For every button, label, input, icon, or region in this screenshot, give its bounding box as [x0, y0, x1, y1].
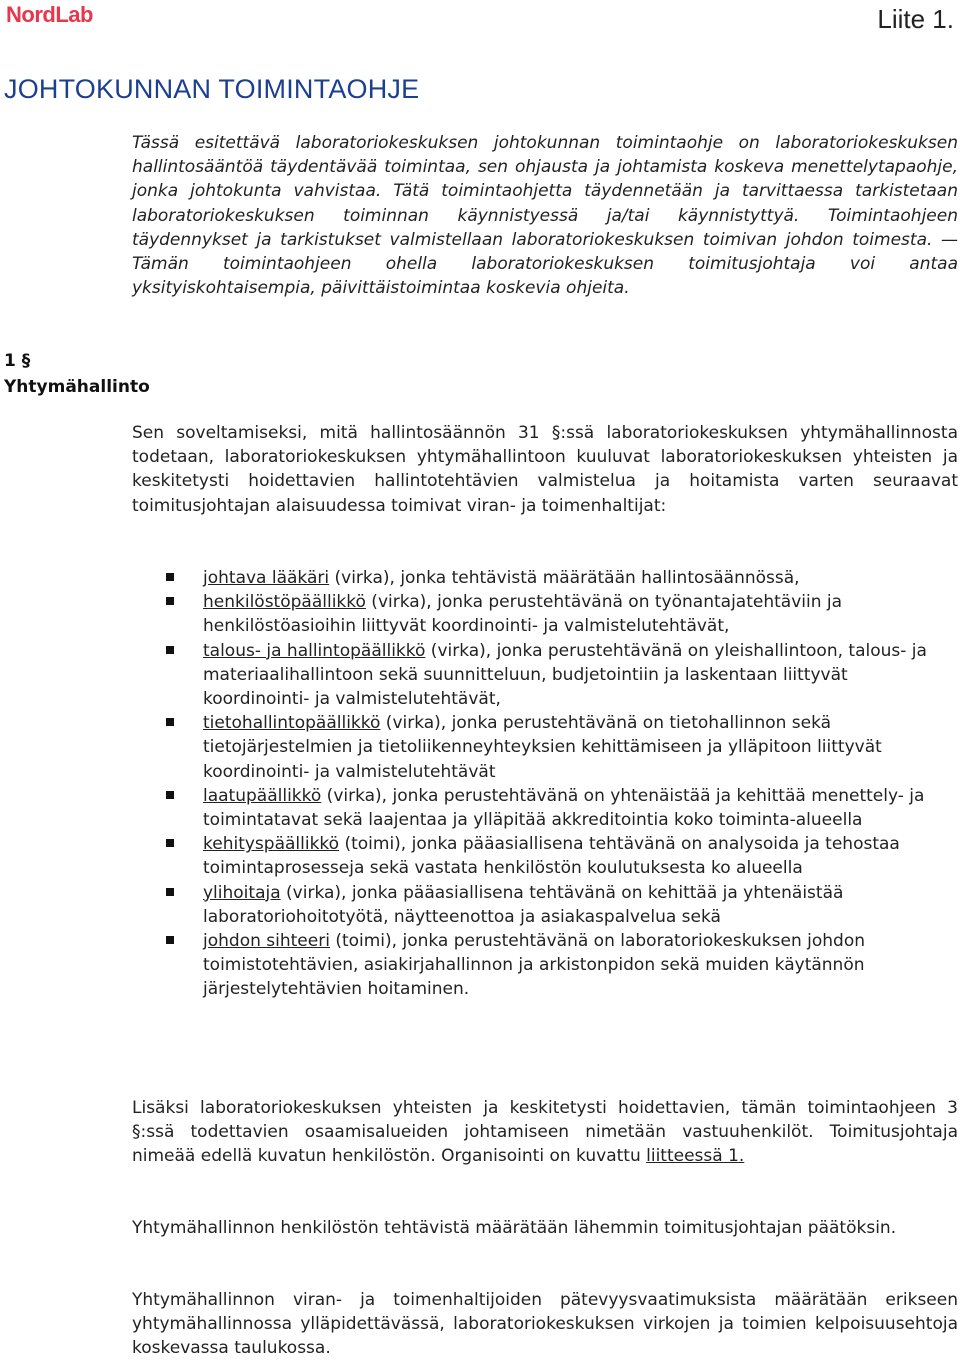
section-heading — [4, 348, 150, 400]
square-bullet-icon — [166, 597, 174, 605]
list-item — [166, 590, 958, 638]
section-paragraph-3: Yhtymähallinnon henkilöstön tehtävistä määrätään lähemmin toimitusjohtajan päätöksin. — [132, 1218, 897, 1238]
square-bullet-icon — [166, 718, 174, 726]
role-name: henkilöstöpäällikkö — [203, 592, 366, 613]
role-name: johdon sihteeri — [203, 931, 330, 952]
section-number: 1 § — [4, 351, 31, 371]
role-description: (virka), jonka perustehtävänä on työnantajatehtäviin ja henkilöstöasioihin liittyvät koordinointi- ja valmistelutehtävät, — [203, 592, 843, 637]
document-title: JOHTOKUNNAN TOIMINTAOHJE — [4, 74, 420, 104]
square-bullet-icon — [166, 936, 174, 944]
section-paragraph-2 — [132, 1096, 958, 1169]
role-description: (toimi), jonka pääasiallisena tehtävänä on analysoida ja tehostaa toimintaprosesseja sekä vastata henkilöstön koulutuksesta ko alueella — [203, 834, 900, 879]
list-item — [166, 832, 958, 880]
role-name: talous- ja hallintopäällikkö — [203, 640, 426, 661]
list-item — [166, 929, 958, 1002]
list-item — [166, 566, 958, 590]
role-name: ylihoitaja — [203, 882, 281, 903]
section-paragraph-4: Yhtymähallinnon viran- ja toimenhaltijoiden pätevyysvaatimuksista määrätään erikseen yhtymähallinnossa ylläpidettävässä, laboratoriokeskuksen virkojen ja toimien kelpoisuusehtoja koskevassa taulukossa. — [132, 1290, 958, 1359]
list-item — [166, 711, 958, 784]
role-description: (virka), jonka tehtävistä määrätään hallintosäännössä, — [329, 568, 800, 588]
square-bullet-icon — [166, 646, 174, 654]
duties-list — [166, 566, 958, 1002]
section-paragraph-1: Sen soveltamiseksi, mitä hallintosäännön 31 §:ssä laboratoriokeskuksen yhtymähallinnosta todetaan, laboratoriokeskuksen yhtymähallintoon kuuluvat laboratoriokeskuksen yhteisten ja keskitetysti hoidettavien hallintotehtävien valmistelua ja hoitamista varten seuraavat toimitusjohtajan alaisuudessa toimivat viran- ja toimenhaltijat: — [132, 423, 958, 516]
square-bullet-icon — [166, 791, 174, 799]
list-item — [166, 881, 958, 929]
role-description: (virka), jonka perustehtävänä on tietohallinnon sekä tietojärjestelmien ja tietoliikenneyhteyksien kehittämiseen ja ylläpitoon liittyvät koordinointi- ja valmistelutehtävät — [203, 713, 882, 782]
list-item — [166, 639, 958, 712]
square-bullet-icon — [166, 839, 174, 847]
section-title: Yhtymähallinto — [4, 377, 150, 397]
role-description: (toimi), jonka perustehtävänä on laboratoriokeskuksen johdon toimistotehtävien, asiakirjahallinnon ja arkistonpidon sekä muiden käytännön järjestelytehtävien hoitaminen. — [203, 931, 866, 1000]
role-name: kehityspäällikkö — [203, 834, 340, 855]
role-name: johtava lääkäri — [203, 568, 330, 588]
role-description: (virka), jonka perustehtävänä on yleishallintoon, talous- ja materiaalihallintoon sekä suunnitteluun, budjetointiin ja laskentaan liittyvät koordinointi- ja valmistelutehtävät, — [203, 640, 927, 710]
role-description: (virka), jonka pääasiallisena tehtävänä on kehittää ja yhtenäistää laboratoriohoitotyötä, näytteenottoa ja asiakaspalvelua sekä — [203, 882, 844, 927]
nordlab-logo: NordLab — [6, 2, 93, 27]
role-name: laatupäällikkö — [203, 785, 322, 806]
intro-paragraph: Tässä esitettävä laboratoriokeskuksen johtokunnan toimintaohje on laboratoriokeskuksen hallintosääntöä täydentävää toimintaa, sen ohjausta ja johtamista koskeva menettelytapaohje, jonka johtokunta vahvistaa. Tätä toimintaohjetta täydennetään ja tarvittaessa tarkistetaan laboratoriokeskuksen toiminnan käynnistyessä ja/tai käynnistyttyä. Toimintaohjeen täydennykset ja tarkistukset valmistellaan laboratoriokeskuksen toimivan johdon toimesta. — Tämän toimintaohjeen ohella laboratoriokeskuksen toimitusjohtaja voi antaa yksityiskohtaisempia, päivittäistoimintaa koskevia ohjeita. — [132, 133, 958, 299]
role-description: (virka), jonka perustehtävänä on yhtenäistää ja kehittää menettely- ja toimintatavat sekä laajentaa ja ylläpitää akkreditointia koko toiminta-alueella — [203, 785, 925, 831]
list-item — [166, 784, 958, 832]
paragraph-2-text: Lisäksi laboratoriokeskuksen yhteisten ja keskitetysti hoidettavien, tämän toimintaohjeen 3 §:ssä todettavien osaamisalueiden johtamiseen nimetään vastuuhenkilöt. Toimitusjohtaja nimeää edellä kuvatun henkilöstön. Organisointi on kuvattu — [132, 1098, 958, 1167]
square-bullet-icon — [166, 573, 174, 581]
square-bullet-icon — [166, 888, 174, 896]
appendix-label: Liite 1. — [877, 4, 954, 34]
role-name: tietohallintopäällikkö — [203, 713, 381, 734]
appendix-link[interactable]: liitteessä 1. — [646, 1146, 745, 1167]
